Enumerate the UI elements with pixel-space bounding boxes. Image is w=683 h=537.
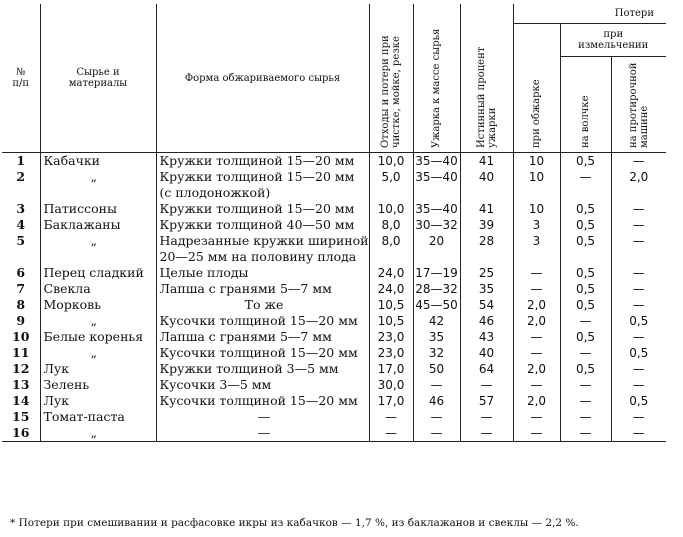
cell-rub: — <box>611 361 666 377</box>
cell-shrink: 45—50 <box>413 297 460 313</box>
cell-shrink: — <box>413 377 460 393</box>
cell-rub: — <box>611 153 666 170</box>
cell-num: 9 <box>16 313 26 328</box>
cell-shrink: — <box>413 425 460 442</box>
cell-rub: — <box>611 425 666 442</box>
cell-raw: Лук <box>40 393 156 409</box>
header-form: Форма обжариваемого сырья <box>156 4 369 153</box>
cell-waste: 10,0 <box>369 153 413 170</box>
cell-waste: — <box>369 409 413 425</box>
cell-grinder: — <box>560 409 611 425</box>
cell-fry: — <box>513 345 560 361</box>
cell-shrink: 30—32 <box>413 217 460 233</box>
cell-shrink: 32 <box>413 345 460 361</box>
cell-waste: 10,0 <box>369 201 413 217</box>
cell-num: 15 <box>12 409 30 424</box>
cell-waste: 23,0 <box>369 345 413 361</box>
cell-fry: — <box>513 265 560 281</box>
cell-form: Кружки толщиной 15—20 мм (с плодоножкой) <box>156 169 369 201</box>
table-header <box>2 4 666 153</box>
cell-fry: 2,0 <box>513 297 560 313</box>
cell-num: 2 <box>16 169 26 184</box>
cell-fry: 3 <box>513 217 560 233</box>
cell-rub: 0,5 <box>611 393 666 409</box>
cell-num: 1 <box>16 153 26 168</box>
cell-form: — <box>156 425 369 442</box>
cell-waste: 23,0 <box>369 329 413 345</box>
cell-true-pct: 43 <box>460 329 513 345</box>
table-row <box>2 217 666 233</box>
cell-shrink: 50 <box>413 361 460 377</box>
cell-raw: Перец сладкий <box>40 265 156 281</box>
cell-true-pct: 64 <box>460 361 513 377</box>
header-num: № п/п <box>2 4 40 153</box>
cell-raw: Патиссоны <box>40 201 156 217</box>
cell-form: Кружки толщиной 15—20 мм <box>156 153 369 170</box>
cell-shrink: 35—40 <box>413 153 460 170</box>
table-row <box>2 329 666 345</box>
table-row <box>2 233 666 265</box>
cell-true-pct: 28 <box>460 233 513 265</box>
cell-num: 7 <box>16 281 26 296</box>
cell-waste: 8,0 <box>369 217 413 233</box>
cell-waste: 10,5 <box>369 313 413 329</box>
cell-form: Надрезанные кружки шириной 20—25 мм на половину плода <box>156 233 369 265</box>
cell-num: 4 <box>16 217 26 232</box>
table-row <box>2 153 666 170</box>
cell-form: — <box>156 409 369 425</box>
cell-true-pct: 25 <box>460 265 513 281</box>
header-rub: на протирочной машине <box>611 57 666 153</box>
cell-true-pct: 40 <box>460 345 513 361</box>
table-row <box>2 265 666 281</box>
cell-waste: 17,0 <box>369 361 413 377</box>
cell-true-pct: 57 <box>460 393 513 409</box>
cell-grinder: — <box>560 425 611 442</box>
cell-fry: — <box>513 329 560 345</box>
cell-waste: 8,0 <box>369 233 413 265</box>
cell-shrink: 20 <box>413 233 460 265</box>
cell-raw: „ <box>40 233 156 265</box>
cell-fry: 2,0 <box>513 313 560 329</box>
table-row <box>2 201 666 217</box>
cell-waste: — <box>369 425 413 442</box>
cell-grinder: — <box>560 377 611 393</box>
header-grinder: на волчке <box>560 57 611 153</box>
cell-raw: Томат-паста <box>40 409 156 425</box>
cell-shrink: 35 <box>413 329 460 345</box>
cell-fry: — <box>513 425 560 442</box>
cell-grinder: — <box>560 313 611 329</box>
cell-rub: — <box>611 281 666 297</box>
cell-form: Целые плоды <box>156 265 369 281</box>
cell-raw: Лук <box>40 361 156 377</box>
cell-num: 6 <box>16 265 26 280</box>
cell-true-pct: 41 <box>460 201 513 217</box>
cell-waste: 10,5 <box>369 297 413 313</box>
cell-raw: „ <box>40 425 156 442</box>
cell-grinder: 0,5 <box>560 233 611 265</box>
cell-true-pct: 39 <box>460 217 513 233</box>
cell-raw: Баклажаны <box>40 217 156 233</box>
cell-rub: 0,5 <box>611 345 666 361</box>
cell-num: 14 <box>12 393 30 408</box>
cell-raw: „ <box>40 169 156 201</box>
table-body <box>2 153 666 442</box>
header-waste: Отходы и потери при чистке, мойке, резке <box>369 4 413 153</box>
header-raw: Сырье и материалы <box>40 4 156 153</box>
cell-true-pct: 46 <box>460 313 513 329</box>
cell-num: 3 <box>16 201 26 216</box>
cell-waste: 24,0 <box>369 281 413 297</box>
cell-shrink: — <box>413 409 460 425</box>
table-row <box>2 169 666 201</box>
cell-shrink: 35—40 <box>413 169 460 201</box>
cell-true-pct: 40 <box>460 169 513 201</box>
cell-waste: 5,0 <box>369 169 413 201</box>
cell-true-pct: 35 <box>460 281 513 297</box>
cell-rub: — <box>611 329 666 345</box>
cell-rub: 0,5 <box>611 313 666 329</box>
cell-true-pct: — <box>460 377 513 393</box>
header-fry: при обжарке <box>513 23 560 153</box>
cell-raw: „ <box>40 345 156 361</box>
cell-rub: — <box>611 409 666 425</box>
table-row <box>2 281 666 297</box>
header-shrink: Ужарка к массе сырья <box>413 4 460 153</box>
footnote: * Потери при смешивании и расфасовке икры из кабачков — 1,7 %, из баклажанов и свеклы — 2,2 %. <box>10 517 579 529</box>
cell-raw: Кабачки <box>40 153 156 170</box>
cell-num: 16 <box>2 425 40 442</box>
cell-shrink: 42 <box>413 313 460 329</box>
cell-grinder: — <box>560 169 611 201</box>
cell-rub: 2,0 <box>611 169 666 201</box>
header-true-pct: Истинный процент ужарки <box>460 4 513 153</box>
cell-num: 10 <box>12 329 30 344</box>
cell-shrink: 17—19 <box>413 265 460 281</box>
cell-fry: — <box>513 409 560 425</box>
cell-raw: Свекла <box>40 281 156 297</box>
cell-grinder: 0,5 <box>560 281 611 297</box>
cell-rub: — <box>611 217 666 233</box>
losses-table <box>2 4 666 442</box>
cell-num: 13 <box>12 377 30 392</box>
header-losses: Потери <box>513 4 666 23</box>
cell-form: То же <box>156 297 369 313</box>
cell-form: Лапша с гранями 5—7 мм <box>156 281 369 297</box>
cell-form: Кружки толщиной 40—50 мм <box>156 217 369 233</box>
table-row <box>2 425 666 442</box>
cell-shrink: 28—32 <box>413 281 460 297</box>
cell-fry: 10 <box>513 201 560 217</box>
cell-true-pct: — <box>460 425 513 442</box>
table-row <box>2 313 666 329</box>
cell-fry: — <box>513 377 560 393</box>
cell-grinder: 0,5 <box>560 153 611 170</box>
cell-grinder: 0,5 <box>560 297 611 313</box>
cell-fry: 10 <box>513 153 560 170</box>
cell-raw: Белые коренья <box>40 329 156 345</box>
cell-fry: 2,0 <box>513 361 560 377</box>
cell-waste: 30,0 <box>369 377 413 393</box>
cell-rub: — <box>611 265 666 281</box>
cell-fry: — <box>513 281 560 297</box>
cell-form: Кусочки толщиной 15—20 мм <box>156 313 369 329</box>
cell-rub: — <box>611 377 666 393</box>
cell-rub: — <box>611 201 666 217</box>
cell-waste: 17,0 <box>369 393 413 409</box>
cell-grinder: — <box>560 393 611 409</box>
cell-fry: 10 <box>513 169 560 201</box>
cell-form: Кусочки толщиной 15—20 мм <box>156 345 369 361</box>
cell-num: 8 <box>16 297 26 312</box>
cell-form: Кружки толщиной 3—5 мм <box>156 361 369 377</box>
cell-grinder: 0,5 <box>560 217 611 233</box>
cell-raw: Зелень <box>40 377 156 393</box>
table-row <box>2 393 666 409</box>
cell-num: 11 <box>12 345 30 360</box>
cell-num: 12 <box>12 361 30 376</box>
cell-true-pct: 41 <box>460 153 513 170</box>
table-row <box>2 345 666 361</box>
cell-grinder: — <box>560 345 611 361</box>
cell-num: 5 <box>16 233 26 248</box>
table-row <box>2 377 666 393</box>
table-row <box>2 361 666 377</box>
header-grinding: при измельчении <box>560 23 666 57</box>
cell-rub: — <box>611 297 666 313</box>
cell-fry: 2,0 <box>513 393 560 409</box>
cell-true-pct: — <box>460 409 513 425</box>
cell-true-pct: 54 <box>460 297 513 313</box>
cell-shrink: 35—40 <box>413 201 460 217</box>
cell-shrink: 46 <box>413 393 460 409</box>
cell-grinder: 0,5 <box>560 361 611 377</box>
cell-rub: — <box>611 233 666 265</box>
cell-waste: 24,0 <box>369 265 413 281</box>
cell-form: Лапша с гранями 5—7 мм <box>156 329 369 345</box>
table-row <box>2 409 666 425</box>
cell-form: Кружки толщиной 15—20 мм <box>156 201 369 217</box>
cell-form: Кусочки толщиной 15—20 мм <box>156 393 369 409</box>
cell-raw: „ <box>40 313 156 329</box>
cell-fry: 3 <box>513 233 560 265</box>
cell-raw: Морковь <box>40 297 156 313</box>
cell-grinder: 0,5 <box>560 329 611 345</box>
cell-grinder: 0,5 <box>560 265 611 281</box>
cell-form: Кусочки 3—5 мм <box>156 377 369 393</box>
table-row <box>2 297 666 313</box>
cell-grinder: 0,5 <box>560 201 611 217</box>
